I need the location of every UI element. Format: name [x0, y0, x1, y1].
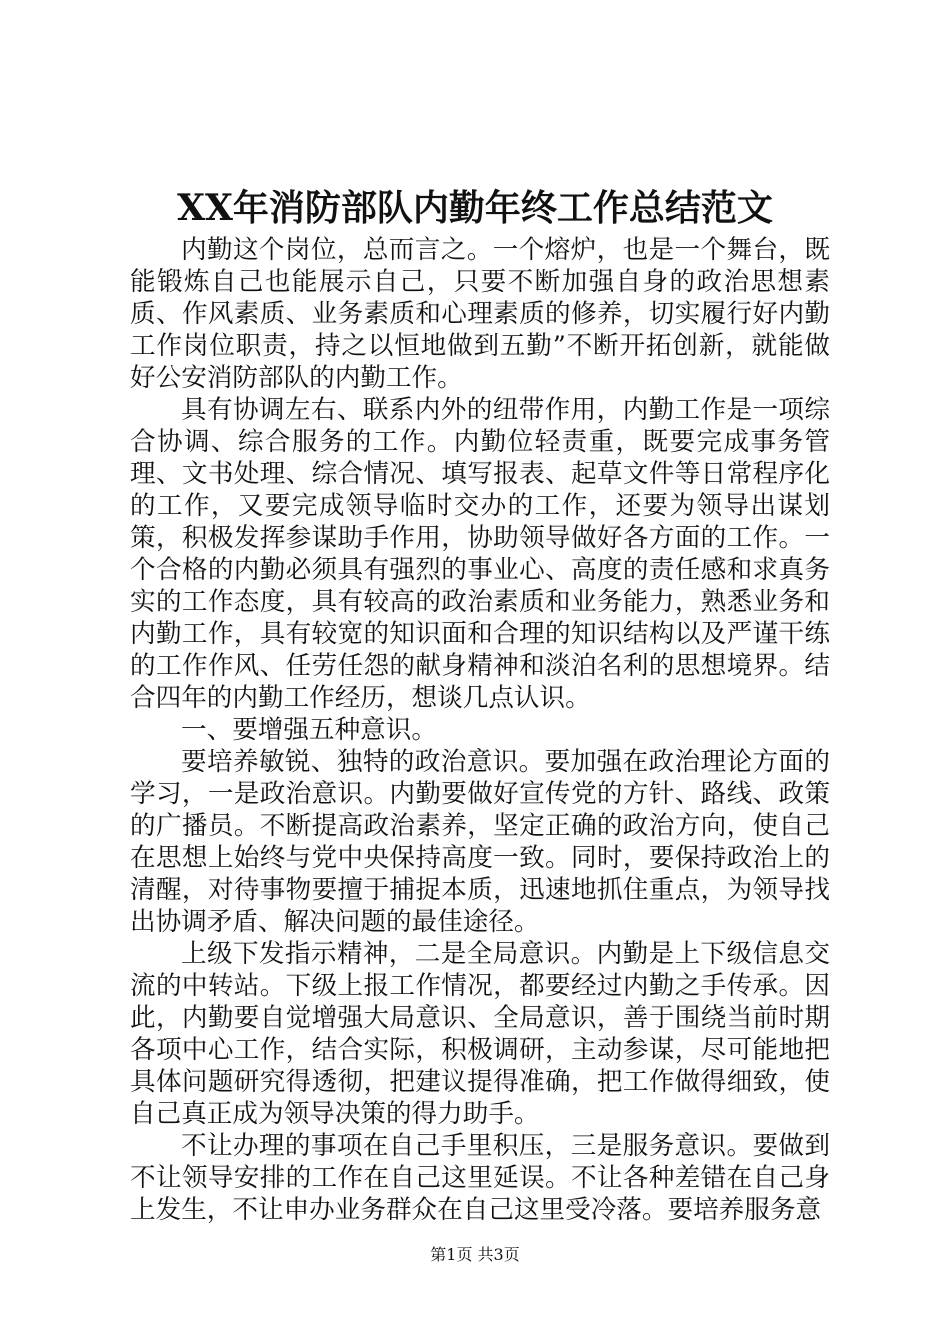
- document-body: [130, 234, 830, 1226]
- paragraph: 不让办理的事项在自己手里积压，三是服务意识。要做到不让领导安排的工作在自己这里延误。不让各种差错在自己身上发生，不让申办业务群众在自己这里受冷落。要培养服务意: [130, 1131, 830, 1225]
- page-title: XX年消防部队内勤年终工作总结范文: [177, 187, 773, 229]
- page-footer: 第1页 共3页: [430, 1245, 520, 1264]
- section-heading: 一、要增强五种意识。: [181, 715, 437, 745]
- paragraph: 要培养敏锐、独特的政治意识。要加强在政治理论方面的学习，一是政治意识。内勤要做好宣传党的方针、路线、政策的广播员。不断提高政治素养，坚定正确的政治方向，使自己在思想上始终与党中央保持高度一致。同时，要保持政治上的清醒，对待事物要擅于捕捉本质，迅速地抓住重点，为领导找出协调矛盾、解决问题的最佳途径。: [130, 747, 830, 937]
- paragraph: 具有协调左右、联系内外的纽带作用，内勤工作是一项综合协调、综合服务的工作。内勤位轻责重，既要完成事务管理、文书处理、综合情况、填写报表、起草文件等日常程序化的工作，又要完成领导临时交办的工作，还要为领导出谋划策，积极发挥参谋助手作用，协助领导做好各方面的工作。一个合格的内勤必须具有强烈的事业心、高度的责任感和求真务实的工作态度，具有较高的政治素质和业务能力，熟悉业务和内勤工作，具有较宽的知识面和合理的知识结构以及严谨干练的工作作风、任劳任怨的献身精神和淡泊名利的思想境界。结合四年的内勤工作经历，想谈几点认识。: [130, 395, 830, 713]
- paragraph: 上级下发指示精神，二是全局意识。内勤是上下级信息交流的中转站。下级上报工作情况，都要经过内勤之手传承。因此，内勤要自觉增强大局意识、全局意识，善于围绕当前时期各项中心工作，结合实际，积极调研，主动参谋，尽可能地把具体问题研究得透彻，把建议提得准确，把工作做得细致，使自己真正成为领导决策的得力助手。: [130, 939, 830, 1129]
- paragraph: 内勤这个岗位，总而言之。一个熔炉，也是一个舞台，既能锻炼自己也能展示自己，只要不断加强自身的政治思想素质、作风素质、业务素质和心理素质的修养，切实履行好内勤工作岗位职责，持之以恒地做到五勤”不断开拓创新，就能做好公安消防部队的内勤工作。: [130, 235, 830, 393]
